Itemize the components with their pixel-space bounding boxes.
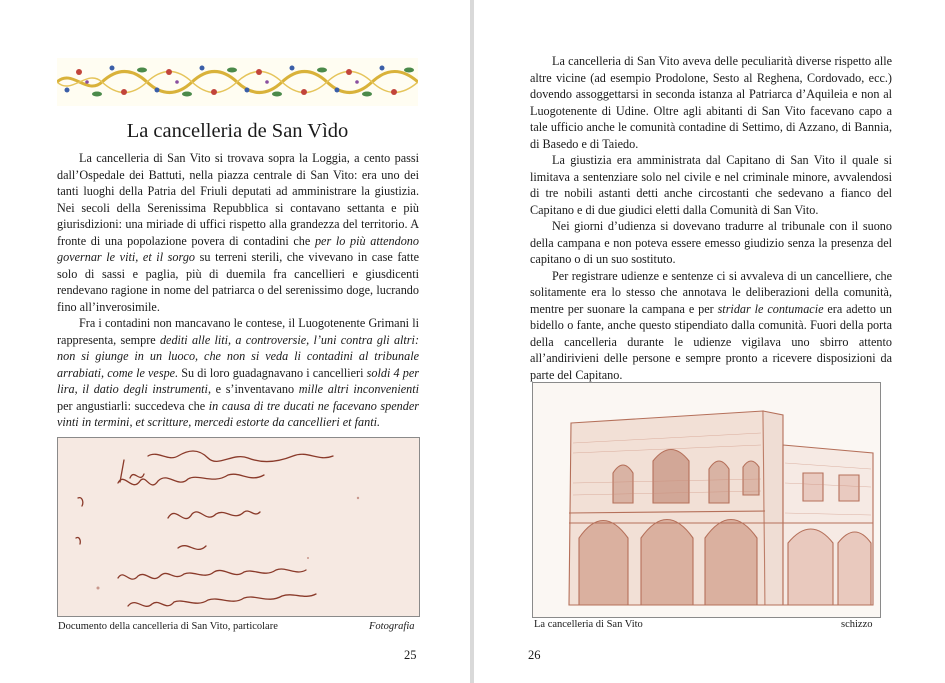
figure-credit: Fotografia [369, 621, 415, 632]
left-page [0, 0, 470, 683]
italic-quote: soldi 4 per lira, il datio degli instrumenti [57, 365, 419, 396]
paragraph [530, 53, 892, 152]
italic-quote: per lo più attendono governar le viti, et il sorgo [57, 233, 419, 264]
right-body-text [530, 53, 892, 383]
italic-quote: mille altri inconvenienti [298, 382, 420, 396]
manuscript-photo-icon [58, 438, 419, 616]
paragraph [57, 150, 419, 315]
page-number: 25 [404, 648, 417, 662]
text-run: Per registrare udienze e sentenze ci si avvaleva di un cancelliere, che solitamente era lo stesso che annotava le deliberazioni della comunità, mentre per suonare la campana e per [530, 268, 892, 316]
text-run: era adetto un bidello o fante, anche questo stipendiato dalla comunità. Fuori della porta della cancelleria durante le udienze vigilava uno sbirro attento all’andirivieni delle persone e sempre pronto a ricevere disposizioni da parte del Capitano. [530, 301, 892, 382]
paragraph [57, 315, 419, 431]
text-run: , e s’inventavano [207, 382, 299, 396]
italic-quote: dediti alle liti, a controversie, l’uni contra gli altri: non si giunge in un luoco, che non si veda li contadini al tribunale arrabiati, come le vespe. [57, 332, 419, 380]
building-sketch [532, 382, 881, 618]
page-number: 26 [528, 648, 541, 662]
text-run: Fra i contadini non mancavano le contese, il Luogotenente Grimani li rappresenta, sempre [57, 316, 419, 347]
text-run: per angustiarli: succedeva che [57, 398, 209, 413]
text-run: La giustizia era amministrata dal Capitano di San Vito il quale si limitava a sentenziare solo nel civile e nel criminale minore, avvalendosi di tre nobili astanti detti anche circostanti che sedevano a fianco del Capitano e di due giudici eletti dalla Comunità di San Vito. [530, 153, 892, 217]
floral-ornament [57, 58, 418, 106]
text-run: su terreni sterili, che vivevano in case fatte solo di sassi e paglia, più di duemila fra cancellieri e giusdicenti rendevano ragione in nome del patriarca o del serenissimo doge, lucrando fino all’inverosimile. [57, 250, 419, 314]
text-run: Su di loro guadagnavano i cancellieri [178, 365, 367, 380]
manuscript-photo [57, 437, 420, 617]
italic-quote: in causa di tre ducati ne facevano spender vinti in termini, et scritture, mercedi estorte da cancellieri et fanti. [57, 398, 419, 429]
text-run: La cancelleria di San Vito si trovava sopra la Loggia, a cento passi dall’Ospedale dei Battuti, nella piazza centrale di San Vito: era uno dei tanti luoghi della Patria del Friuli deputati ad amministrare la giustizia. Nei secoli della Serenissima Repubblica si contavano settanta e più giurisdizioni: una miriade di uffici rispetto alla grandezza del territorio. A fronte di una popolazione povera di contadini che [57, 151, 419, 248]
figure-caption: Documento della cancelleria di San Vito, particolare [58, 621, 278, 632]
left-body-text [57, 150, 419, 431]
paragraph [530, 268, 892, 384]
building-sketch-icon [533, 383, 880, 617]
italic-quote: stridar le contumacie [717, 301, 824, 316]
text-run: Nei giorni d’udienza si dovevano tradurre al tribunale con il suono della campana e non poteva essere emesso giudizio senza la presenza del capitano o di un suo sostituto. [530, 219, 892, 266]
paragraph [530, 152, 892, 218]
figure-credit: schizzo [841, 619, 873, 630]
paragraph [530, 218, 892, 268]
text-run: La cancelleria di San Vito aveva delle peculiarità diverse rispetto alle altre vicine (ad esempio Prodolone, Sesto al Reghena, Cordovado, ecc.) dovendo assoggettarsi in seconda istanza al Patriarca d’Aquileia e non al Luogotenente di Udine. Oltre agli abitanti di San Vito facevano capo a tale ufficio anche le comunità contadine di Settimo, di Azzano, di Bannia, di Basedo e di Taiedo. [530, 54, 892, 151]
page-title: La cancelleria de San Vìdo [126, 120, 349, 142]
figure-caption: La cancelleria di San Vito [534, 619, 643, 630]
